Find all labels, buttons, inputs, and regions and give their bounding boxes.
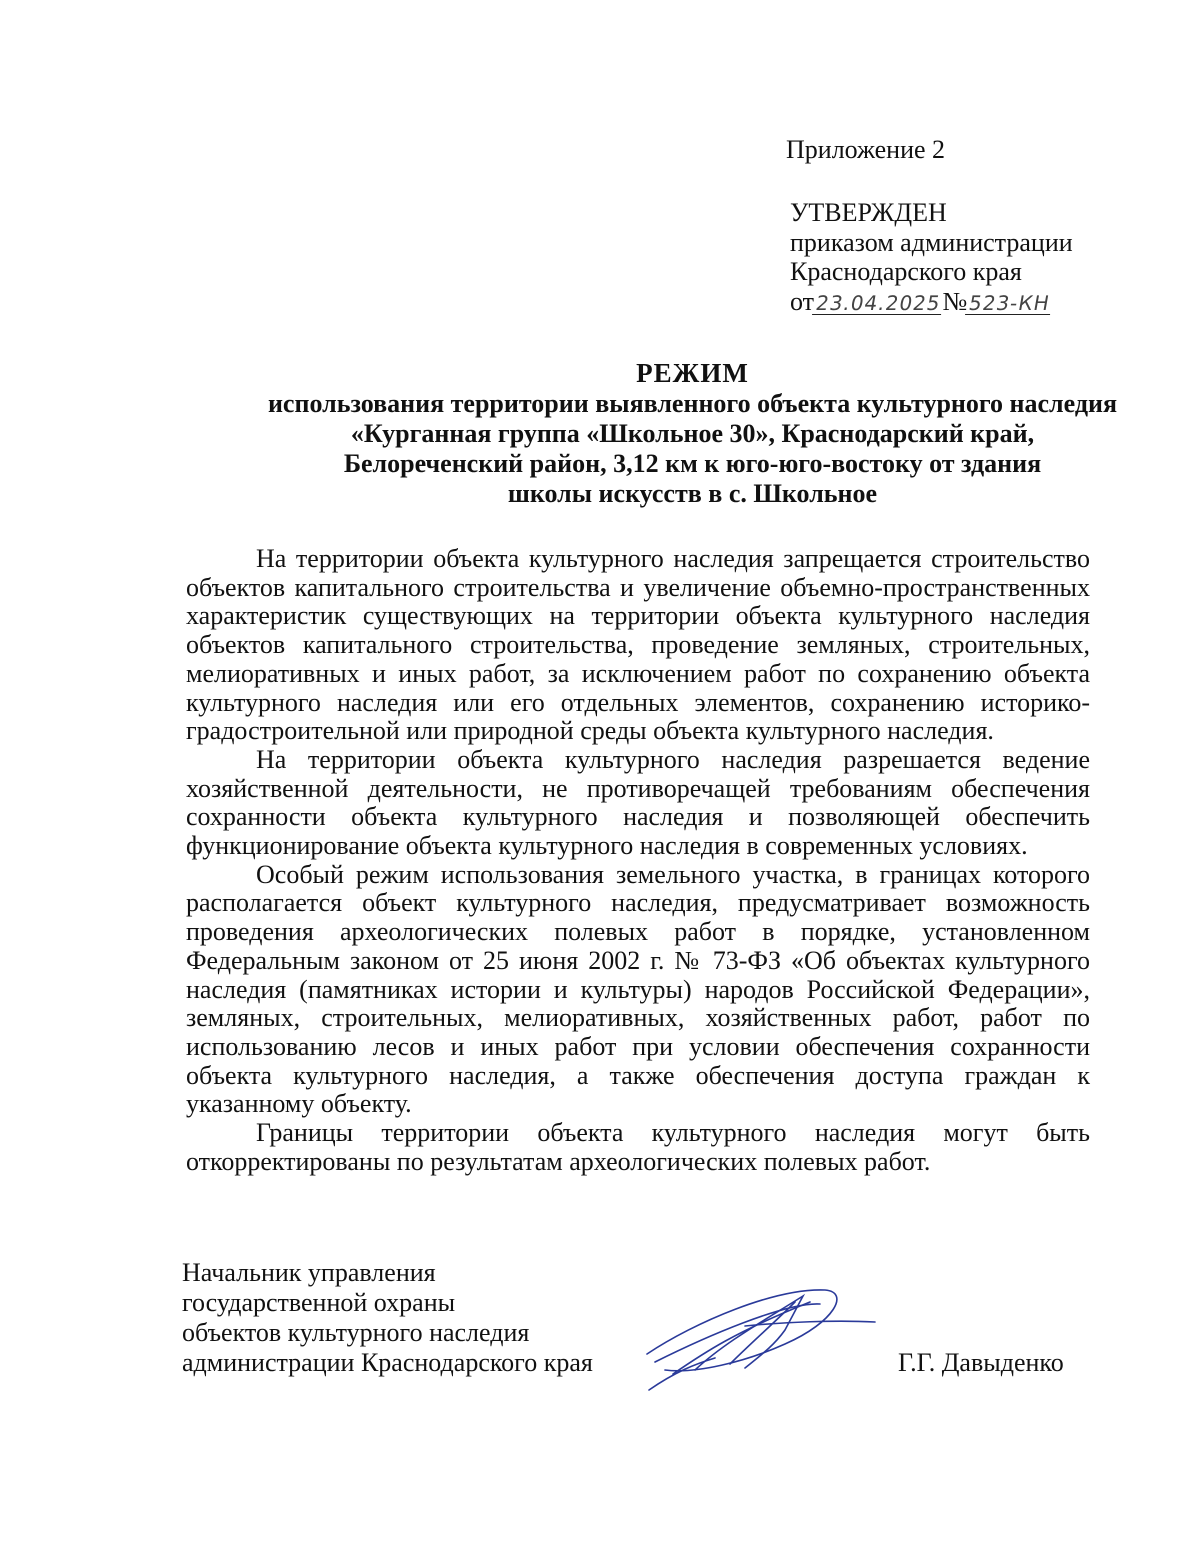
annex-label: Приложение 2 bbox=[786, 135, 946, 164]
position-line-2: государственной охраны bbox=[182, 1288, 456, 1317]
position-line-4: администрации Краснодарского края bbox=[182, 1348, 593, 1377]
approval-line-order: приказом администрации bbox=[790, 227, 1073, 257]
title-line-2: «Курганная группа «Школьное 30», Краснодарский край, bbox=[350, 419, 1035, 448]
handwritten-date: 23.04.2025 bbox=[814, 290, 943, 315]
handwritten-number: 523-КН bbox=[967, 290, 1053, 315]
title-line-3: Белореченский район, 3,12 км к юго-юго-востоку от здания bbox=[343, 449, 1042, 478]
document-title: РЕЖИМ bbox=[636, 358, 749, 388]
date-prefix: от bbox=[790, 286, 815, 316]
approval-date-number-line bbox=[790, 287, 1073, 317]
paragraph-prohibitions: На территории объекта культурного наследия запрещается строительство объектов капитального строительства и увеличение объемно-пространственных характеристик существующих на территории объекта культурного наследия объектов капитального строительства, проведение земляных, строительных, мелиоративных и иных работ, за исключением работ по сохранению объекта культурного наследия или его отдельных элементов, сохранению историко-градостроительной или природной среды объекта культурного наследия. bbox=[186, 544, 1090, 746]
title-line-4: школы искусств в с. Школьное bbox=[507, 479, 878, 508]
number-prefix: № bbox=[942, 286, 968, 316]
handwritten-signature bbox=[635, 1282, 885, 1402]
title-line-1: использования территории выявленного объекта культурного наследия bbox=[267, 389, 1118, 418]
position-line-3: объектов культурного наследия bbox=[182, 1318, 530, 1347]
paragraph-special-regime: Особый режим использования земельного участка, в границах которого располагается объект культурного наследия, предусматривает возможность проведения археологических полевых работ в порядке, установленном Федеральным законом от 25 июня 2002 г. № 73-ФЗ «Об объектах культурного наследия (памятниках истории и культуры) народов Российской Федерации», земляных, строительных, мелиоративных, хозяйственных работ, работ по использованию лесов и иных работ при условии обеспечения сохранности объекта культурного наследия, а также обеспечения доступа граждан к указанному объекту. bbox=[186, 859, 1090, 1119]
position-line-1: Начальник управления bbox=[182, 1258, 436, 1287]
signatory-position bbox=[182, 1258, 593, 1378]
approval-title: УТВЕРЖДЕН bbox=[790, 198, 947, 227]
signatory-name: Г.Г. Давыденко bbox=[898, 1348, 1064, 1377]
approval-stamp-block bbox=[790, 198, 1073, 316]
document-title-block bbox=[150, 358, 1200, 509]
document-body bbox=[186, 545, 1090, 1176]
approval-line-region: Краснодарского края bbox=[790, 257, 1022, 286]
paragraph-permissions: На территории объекта культурного наследия разрешается ведение хозяйственной деятельности, не противоречащей требованиям обеспечения сохранности объекта культурного наследия и позволяющей обеспечить функционирование объекта культурного наследия в современных условиях. bbox=[186, 744, 1090, 861]
paragraph-boundaries: Границы территории объекта культурного наследия могут быть откорректированы по результатам археологических полевых работ. bbox=[186, 1118, 1090, 1176]
